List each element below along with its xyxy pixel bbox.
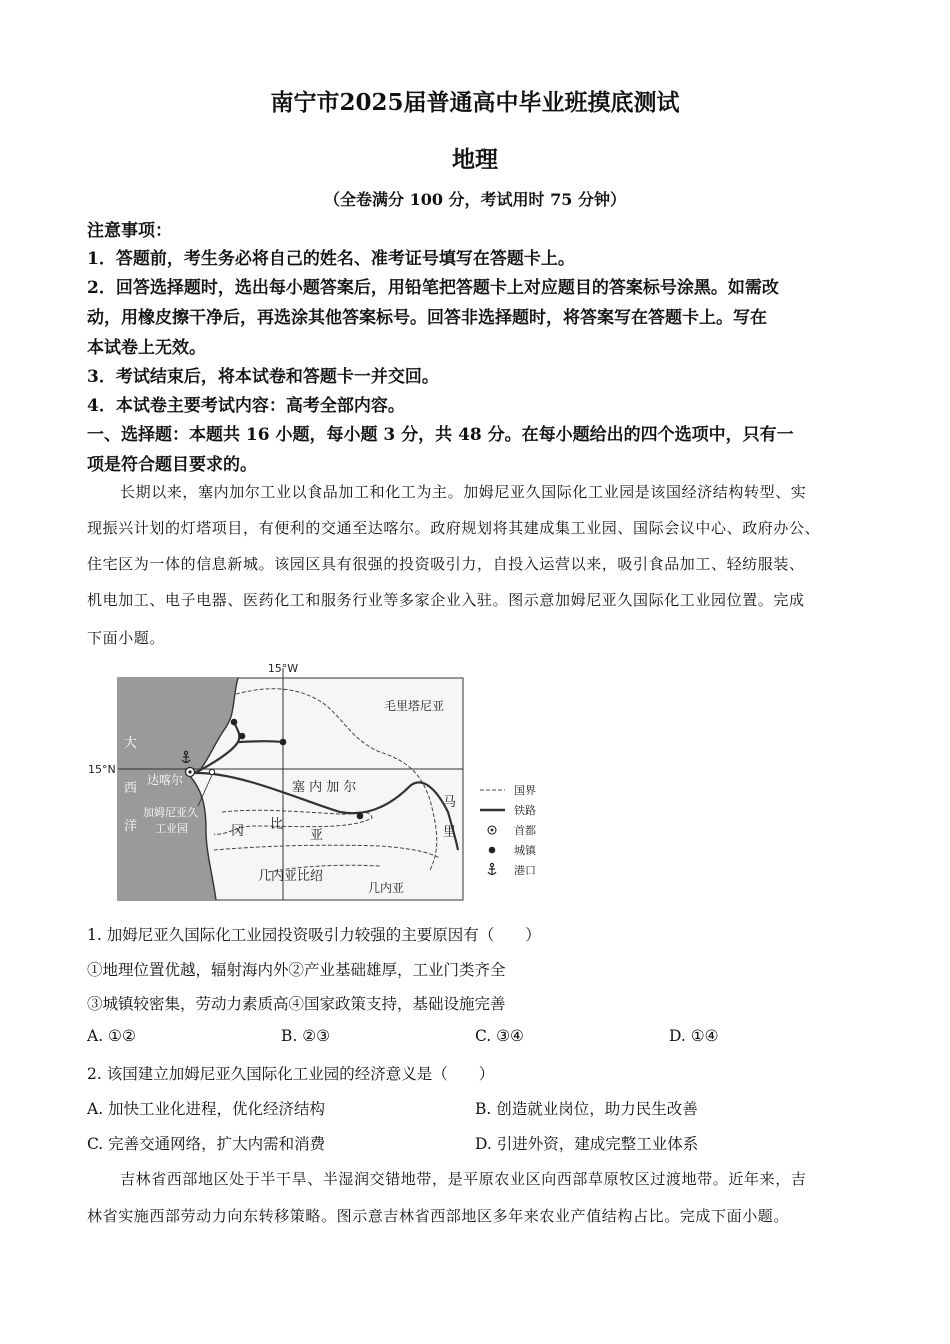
ocean-label-2: 西 <box>124 781 138 796</box>
passage-line: 下面小题。 <box>87 629 166 647</box>
legend-label: 首都 <box>514 824 536 837</box>
question-2-stem: 2. 该国建立加姆尼亚久国际化工业园的经济意义是（ ） <box>87 1065 495 1083</box>
exam-title: 南宁市2025届普通高中毕业班摸底测试 <box>270 89 680 116</box>
question-1-option-b: B. ②③ <box>281 1027 331 1045</box>
question-1-stem: 1. 加姆尼亚久国际化工业园投资吸引力较强的主要原因有（ ） <box>87 926 541 944</box>
question-2-option-c: C. 完善交通网络，扩大内需和消费 <box>87 1135 326 1153</box>
map-label-park-2: 工业园 <box>155 822 188 835</box>
notice-line: 动，用橡皮擦干净后，再选涂其他答案标号。回答非选择题时，将答案写在答题卡上。写在 <box>87 308 767 328</box>
legend-label: 港口 <box>514 864 536 877</box>
legend-label: 铁路 <box>514 804 536 817</box>
map-label-gambia-1: 冈 <box>231 824 245 839</box>
question-1-option-c: C. ③④ <box>475 1027 524 1045</box>
town-dot <box>280 739 287 746</box>
legend-anchor-icon <box>488 863 496 875</box>
question-1-statement: ①地理位置优越，辐射海内外②产业基础雄厚，工业门类齐全 <box>87 961 506 979</box>
map-label-mali-1: 马 <box>443 795 457 810</box>
location-map <box>86 657 556 907</box>
question-1-option-a: A. ①② <box>87 1027 136 1045</box>
legend-label: 国界 <box>514 784 536 797</box>
map-label-gambia-3: 亚 <box>310 828 324 843</box>
section-heading: 一、选择题：本题共 16 小题，每小题 3 分，共 48 分。在每小题给出的四个选项中，只有一 <box>87 425 794 445</box>
town-dot <box>239 733 246 740</box>
notice-line: 本试卷上无效。 <box>87 338 206 358</box>
notice-heading: 注意事项： <box>87 221 172 241</box>
passage-line: 机电加工、电子电器、医药化工和服务行业等多家企业入驻。图示意加姆尼亚久国际化工业园位置。完成 <box>87 591 805 609</box>
town-dot <box>231 719 238 726</box>
section-heading-cont: 项是符合题目要求的。 <box>87 455 257 475</box>
passage-line: 长期以来，塞内加尔工业以食品加工和化工为主。加姆尼亚久国际化工业园是该国经济结构转型、实 <box>120 483 807 501</box>
lat-label: 15°N <box>88 763 116 776</box>
ocean-label-3: 洋 <box>124 819 138 834</box>
notice-line: 2．回答选择题时，选出每小题答案后，用铅笔把答题卡上对应题目的答案标号涂黑。如需改 <box>87 278 779 298</box>
map-label-gambia-2: 比 <box>270 817 284 832</box>
map-label-mauritania: 毛里塔尼亚 <box>384 699 445 713</box>
passage-line: 住宅区为一体的信息新城。该园区具有很强的投资吸引力，自投入运营以来，吸引食品加工、轻纺服装、 <box>87 555 805 573</box>
question-1-option-d: D. ①④ <box>669 1027 719 1045</box>
map-label-mali-2: 里 <box>443 825 457 840</box>
map-label-dakar: 达喀尔 <box>147 773 184 787</box>
map-label-park-1: 加姆尼亚久 <box>143 806 198 819</box>
lon-label: 15°W <box>267 662 299 675</box>
map-label-guinea: 几内亚 <box>368 881 405 895</box>
notice-line: 3．考试结束后，将本试卷和答题卡一并交回。 <box>87 367 439 387</box>
question-1-statement: ③城镇较密集，劳动力素质高④国家政策支持，基础设施完善 <box>87 995 506 1013</box>
question-2-option-a: A. 加快工业化进程，优化经济结构 <box>87 1100 326 1118</box>
map-label-senegal: 塞 内 加 尔 <box>292 780 357 795</box>
town-dot <box>357 813 364 820</box>
legend-label: 城镇 <box>514 844 536 857</box>
ocean-label-1: 大 <box>124 736 138 751</box>
question-2-option-b: B. 创造就业岗位，助力民生改善 <box>475 1100 698 1118</box>
legend-town-icon <box>489 847 496 854</box>
question-2-option-d: D. 引进外资，建成完整工业体系 <box>475 1135 699 1153</box>
subject-title: 地理 <box>452 146 498 173</box>
map-label-guinea-bissau: 几内亚比绍 <box>258 869 324 884</box>
notice-line: 4．本试卷主要考试内容：高考全部内容。 <box>87 396 405 416</box>
park-dot <box>209 769 214 774</box>
notice-line: 1．答题前，考生务必将自己的姓名、准考证号填写在答题卡上。 <box>87 249 575 269</box>
passage-2-line: 林省实施西部劳动力向东转移策略。图示意吉林省西部地区多年来农业产值结构占比。完成下面小题。 <box>87 1207 790 1225</box>
railway-north-branch <box>238 741 283 742</box>
passage-line: 现振兴计划的灯塔项目，有便利的交通至达喀尔。政府规划将其建成集工业园、国际会议中心、政府办公、 <box>87 519 821 537</box>
score-note: （全卷满分 100 分，考试用时 75 分钟） <box>324 190 626 209</box>
passage-2-line: 吉林省西部地区处于半干旱、半湿润交错地带，是平原农业区向西部草原牧区过渡地带。近年来，吉 <box>120 1170 807 1188</box>
map-legend <box>480 784 537 877</box>
